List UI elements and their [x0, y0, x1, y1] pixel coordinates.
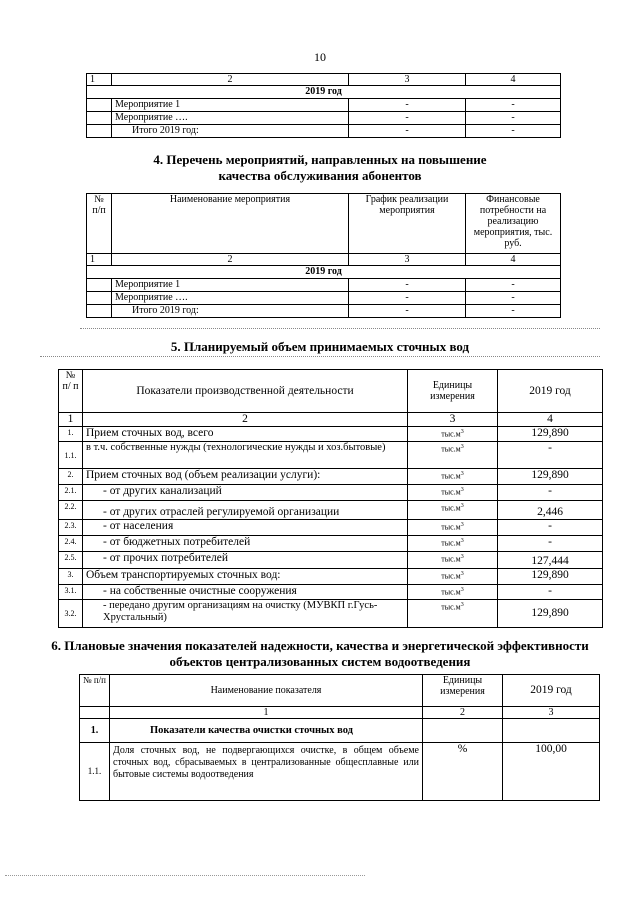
schedule-value: -	[349, 125, 466, 138]
section-4-title: 4. Перечень мероприятий, направленных на повышение качества обслуживания абонентов	[153, 152, 487, 183]
unit-cell: $тыс.м^3$	[408, 520, 498, 536]
finance-value: -	[466, 305, 561, 318]
unit-text: тыс.м	[441, 571, 461, 581]
total-label: Итого 2019 год:	[112, 125, 349, 138]
header-schedule: График реализации мероприятия	[349, 194, 466, 254]
unit-cell: $тыс.м^3$	[408, 569, 498, 585]
indicator-name: Прием сточных вод, всего	[83, 427, 408, 442]
row-number: 2.	[59, 469, 83, 485]
schedule-value: -	[349, 305, 466, 318]
indicator-value: 2,446	[498, 501, 603, 520]
row-number: 2.5.	[59, 552, 83, 569]
unit-text: тыс.м	[441, 522, 461, 532]
header-number: № п/ п	[59, 370, 83, 413]
header-number: № п/п	[87, 194, 112, 254]
measure-name: Мероприятие ….	[112, 112, 349, 125]
unit-text: тыс.м	[441, 487, 461, 497]
section-5-title: 5. Планируемый объем принимаемых сточных вод	[170, 339, 470, 354]
indicator-value: 129,890	[498, 600, 603, 628]
indicator-name: - передано другим организациям на очистку (МУВКП г.Гусь-Хрустальный)	[83, 600, 408, 628]
unit-text: тыс.м	[441, 538, 461, 548]
scan-dots	[40, 356, 600, 357]
unit-text: тыс.м	[441, 471, 461, 481]
row-number: 2.2.	[59, 501, 83, 520]
header-year: 2019 год	[498, 370, 603, 413]
col-num: 2	[112, 254, 349, 266]
unit-cell: $тыс.м^3$	[408, 552, 498, 569]
unit-cell: $тыс.м^3$	[408, 600, 498, 628]
indicator-name: - на собственные очистные сооружения	[83, 585, 408, 600]
header-indicator: Наименование показателя	[110, 675, 423, 707]
finance-value: -	[466, 125, 561, 138]
col-num: 4	[466, 74, 561, 86]
indicator-name: Объем транспортируемых сточных вод:	[83, 569, 408, 585]
row-number: 3.1.	[59, 585, 83, 600]
indicator-name: - от других отраслей регулируемой организации	[83, 501, 408, 520]
indicator-value: 129,890	[498, 469, 603, 485]
measure-name: Мероприятие ….	[112, 292, 349, 305]
year-row: 2019 год	[87, 266, 561, 279]
row-number: 2.4.	[59, 536, 83, 552]
indicator-name: - от прочих потребителей	[83, 552, 408, 569]
group-number: 1.	[80, 719, 110, 743]
measure-name: Мероприятие 1	[112, 279, 349, 292]
header-finance: Финансовые потребности на реализацию мероприятия, тыс. руб.	[466, 194, 561, 254]
col-num: 4	[498, 413, 603, 427]
indicator-value: -	[498, 536, 603, 552]
indicator-value: 129,890	[498, 569, 603, 585]
indicator-name: - от бюджетных потребителей	[83, 536, 408, 552]
table-section-5	[58, 369, 603, 628]
unit-text: тыс.м	[441, 444, 461, 454]
indicator-name: - от других канализаций	[83, 485, 408, 501]
section-6-title: 6. Плановые значения показателей надежности, качества и энергетической эффективности объектов централизованных систем водоотведения	[51, 638, 589, 669]
header-unit: Единицы измерения	[408, 370, 498, 413]
page-number: 10	[314, 50, 326, 64]
indicator-name: - от населения	[83, 520, 408, 536]
unit-text: тыс.м	[441, 587, 461, 597]
header-number: № п/п	[80, 675, 110, 707]
group-title: Показатели качества очистки сточных вод	[110, 719, 423, 743]
unit-cell: $тыс.м^3$	[408, 536, 498, 552]
col-num: 2	[83, 413, 408, 427]
indicator-unit: %	[423, 743, 503, 801]
col-num: 3	[408, 413, 498, 427]
scan-dots	[80, 328, 600, 329]
finance-value: -	[466, 99, 561, 112]
row-number: 1.1.	[80, 743, 110, 801]
col-num: 1	[87, 74, 112, 86]
unit-text: тыс.м	[441, 554, 461, 564]
row-number: 1.1.	[59, 442, 83, 469]
row-number: 3.	[59, 569, 83, 585]
row-number: 3.2.	[59, 600, 83, 628]
col-num: 1	[87, 254, 112, 266]
unit-cell: $тыс.м^3$	[408, 442, 498, 469]
indicator-value: -	[498, 520, 603, 536]
unit-text: тыс.м	[441, 429, 461, 439]
indicator-value: 129,890	[498, 427, 603, 442]
header-unit: Единицы измерения	[423, 675, 503, 707]
row-number: 2.1.	[59, 485, 83, 501]
header-indicator: Показатели производственной деятельности	[83, 370, 408, 413]
finance-value: -	[466, 292, 561, 305]
indicator-name: в т.ч. собственные нужды (технологические нужды и хоз.бытовые)	[83, 442, 408, 469]
indicator-name: Доля сточных вод, не подвергающихся очистке, в общем объеме сточных вод, сбрасываемых в централизованные общесплавные или бытовые системы водоотведения	[110, 743, 423, 801]
unit-cell: $тыс.м^3$	[408, 501, 498, 520]
col-num: 1	[59, 413, 83, 427]
table-section-6	[79, 674, 600, 801]
unit-cell: $тыс.м^3$	[408, 469, 498, 485]
total-label: Итого 2019 год:	[112, 305, 349, 318]
indicator-value: -	[498, 485, 603, 501]
indicator-name: Прием сточных вод (объем реализации услуги):	[83, 469, 408, 485]
schedule-value: -	[349, 112, 466, 125]
finance-value: -	[466, 279, 561, 292]
table-section-4	[86, 193, 561, 318]
measure-name: Мероприятие 1	[112, 99, 349, 112]
row-number: 1.	[59, 427, 83, 442]
year-row: 2019 год	[87, 86, 561, 99]
schedule-value: -	[349, 292, 466, 305]
col-num: 2	[112, 74, 349, 86]
scan-dots	[5, 875, 365, 876]
col-num: 4	[466, 254, 561, 266]
indicator-value: -	[498, 585, 603, 600]
header-measure: Наименование мероприятия	[112, 194, 349, 254]
unit-cell: $тыс.м^3$	[408, 427, 498, 442]
col-num: 3	[349, 254, 466, 266]
unit-cell: $тыс.м^3$	[408, 585, 498, 600]
table-measures-continued	[86, 73, 561, 138]
col-num: 3	[503, 707, 600, 719]
col-num: 1	[110, 707, 423, 719]
finance-value: -	[466, 112, 561, 125]
unit-text: тыс.м	[441, 602, 461, 612]
unit-cell: $тыс.м^3$	[408, 485, 498, 501]
col-num: 2	[423, 707, 503, 719]
row-number: 2.3.	[59, 520, 83, 536]
schedule-value: -	[349, 99, 466, 112]
unit-text: тыс.м	[441, 503, 461, 513]
header-year: 2019 год	[503, 675, 600, 707]
col-num: 3	[349, 74, 466, 86]
indicator-value: 100,00	[503, 743, 600, 801]
indicator-value: -	[498, 442, 603, 469]
indicator-value: 127,444	[498, 552, 603, 569]
schedule-value: -	[349, 279, 466, 292]
